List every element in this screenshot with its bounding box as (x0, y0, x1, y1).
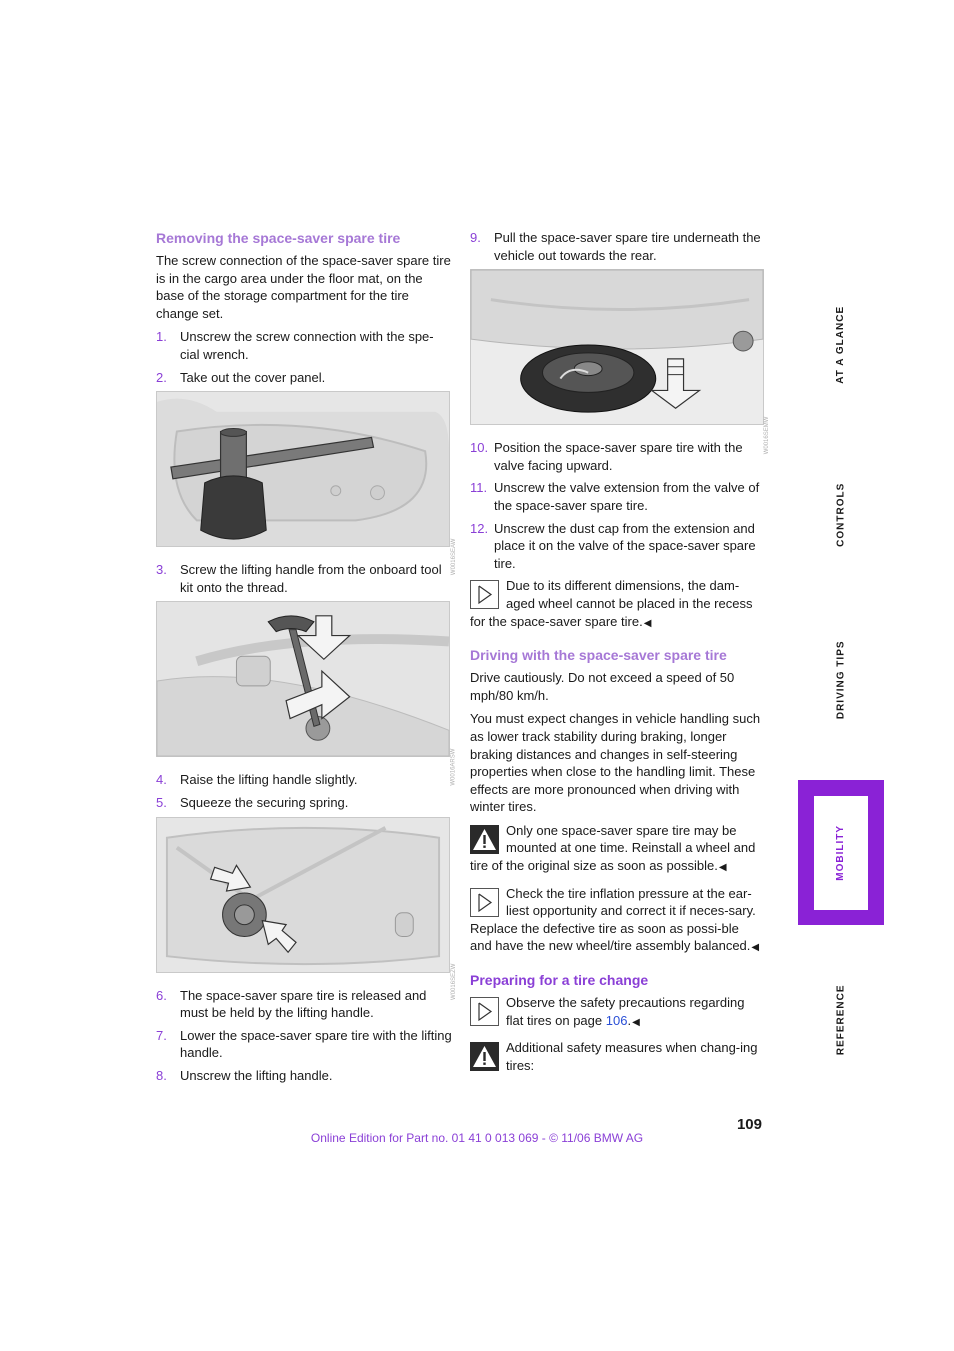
figure-securing-spring: W0016SEZW (156, 817, 450, 973)
list-item: 2. Take out the cover panel. (156, 369, 326, 385)
note-icon (470, 888, 499, 917)
section-heading-removing: Removing the space-saver spare tire (156, 230, 401, 246)
tab-mobility[interactable]: MOBILITY (798, 780, 884, 925)
list-item: 1. Unscrew the screw connection with the spe-cial wrench. (156, 329, 434, 362)
end-mark-icon: ◀ (718, 862, 727, 874)
end-mark-icon: ◀ (751, 942, 760, 954)
tab-driving-tips[interactable]: DRIVING TIPS (835, 640, 847, 720)
right-column (470, 229, 771, 1082)
chapter-sidebar (798, 290, 884, 1080)
tab-controls[interactable]: CONTROLS (835, 482, 847, 548)
note-safety: Observe the safety precautions regarding flat tires on page 106.◀ (470, 994, 764, 1031)
page-link[interactable]: 106 (605, 1012, 628, 1028)
note-pressure: Check the tire inflation pressure at the ear-liest opportunity and correct it if neces-sary. Replace the defective tire as soon as possi-ble and have the new wheel/tire assembly balanced.◀ (470, 885, 764, 957)
figure-lifting-handle: W0016ARSW (156, 601, 450, 757)
end-mark-icon: ◀ (632, 1016, 640, 1028)
list-item: 5. Squeeze the securing spring. (156, 794, 349, 810)
section-heading-driving: Driving with the space-saver spare tire (470, 647, 727, 664)
list-item: 8. Unscrew the lifting handle. (156, 1067, 333, 1083)
list-item: 6. The space-saver spare tire is released and must be held by the lifting handle. (156, 987, 427, 1021)
figure-special-wrench: W0016SEAW (156, 391, 450, 547)
note-dimensions: Due to its different dimensions, the dam-aged wheel cannot be placed in the recess for the space-saver spare tire.◀ (470, 577, 764, 632)
list-item: 11. Unscrew the valve extension from the valve of the space-saver spare tire. (470, 480, 760, 513)
end-mark-icon: ◀ (643, 617, 652, 629)
intro-paragraph: The screw connection of the space-saver spare tire is in the cargo area under the floor mat, on the base of the storage compartment for the tire change set. (156, 253, 451, 321)
left-column (156, 229, 457, 1090)
tab-at-a-glance[interactable]: AT A GLANCE (835, 306, 847, 384)
footer-edition: Online Edition for Part no. 01 41 0 013 069 - © 11/06 BMW AG (310, 1131, 644, 1145)
list-item: 9. Pull the space-saver spare tire underneath the vehicle out towards the rear. (470, 230, 761, 263)
list-item: 3. Screw the lifting handle from the onboard tool kit onto the thread. (156, 562, 442, 595)
warning-one-tire: Only one space-saver spare tire may be mounted at one time. Reinstall a wheel and tire of the original size as soon as possible.◀ (470, 822, 764, 877)
list-item: 7. Lower the space-saver spare tire with the lifting handle. (156, 1027, 452, 1061)
warning-icon (470, 1042, 499, 1071)
section-heading-preparing: Preparing for a tire change (470, 972, 649, 989)
list-item: 4. Raise the lifting handle slightly. (156, 772, 358, 788)
warning-additional: Additional safety measures when chang-ing tires: (470, 1039, 764, 1074)
note-icon (470, 580, 499, 609)
warning-icon (470, 825, 499, 854)
note-icon (470, 997, 499, 1026)
tab-reference[interactable]: REFERENCE (835, 984, 847, 1056)
figure-pull-tire-out: W0016SEMW (470, 269, 764, 425)
driving-paragraph-2: You must expect changes in vehicle handling such as lower track stability during braking, longer braking distances and changes in self-steering properties when close to the handling limit. These effects are more pronounced when driving with winter tires. (470, 711, 761, 815)
list-item: 10. Position the space-saver spare tire with the valve facing upward. (470, 440, 743, 473)
list-item: 12. Unscrew the dust cap from the extension and place it on the valve of the space-saver spare tire. (470, 520, 756, 571)
page-number: 109 (736, 1116, 762, 1133)
driving-paragraph-1: Drive cautiously. Do not exceed a speed of 50 mph/80 km/h. (470, 670, 735, 703)
